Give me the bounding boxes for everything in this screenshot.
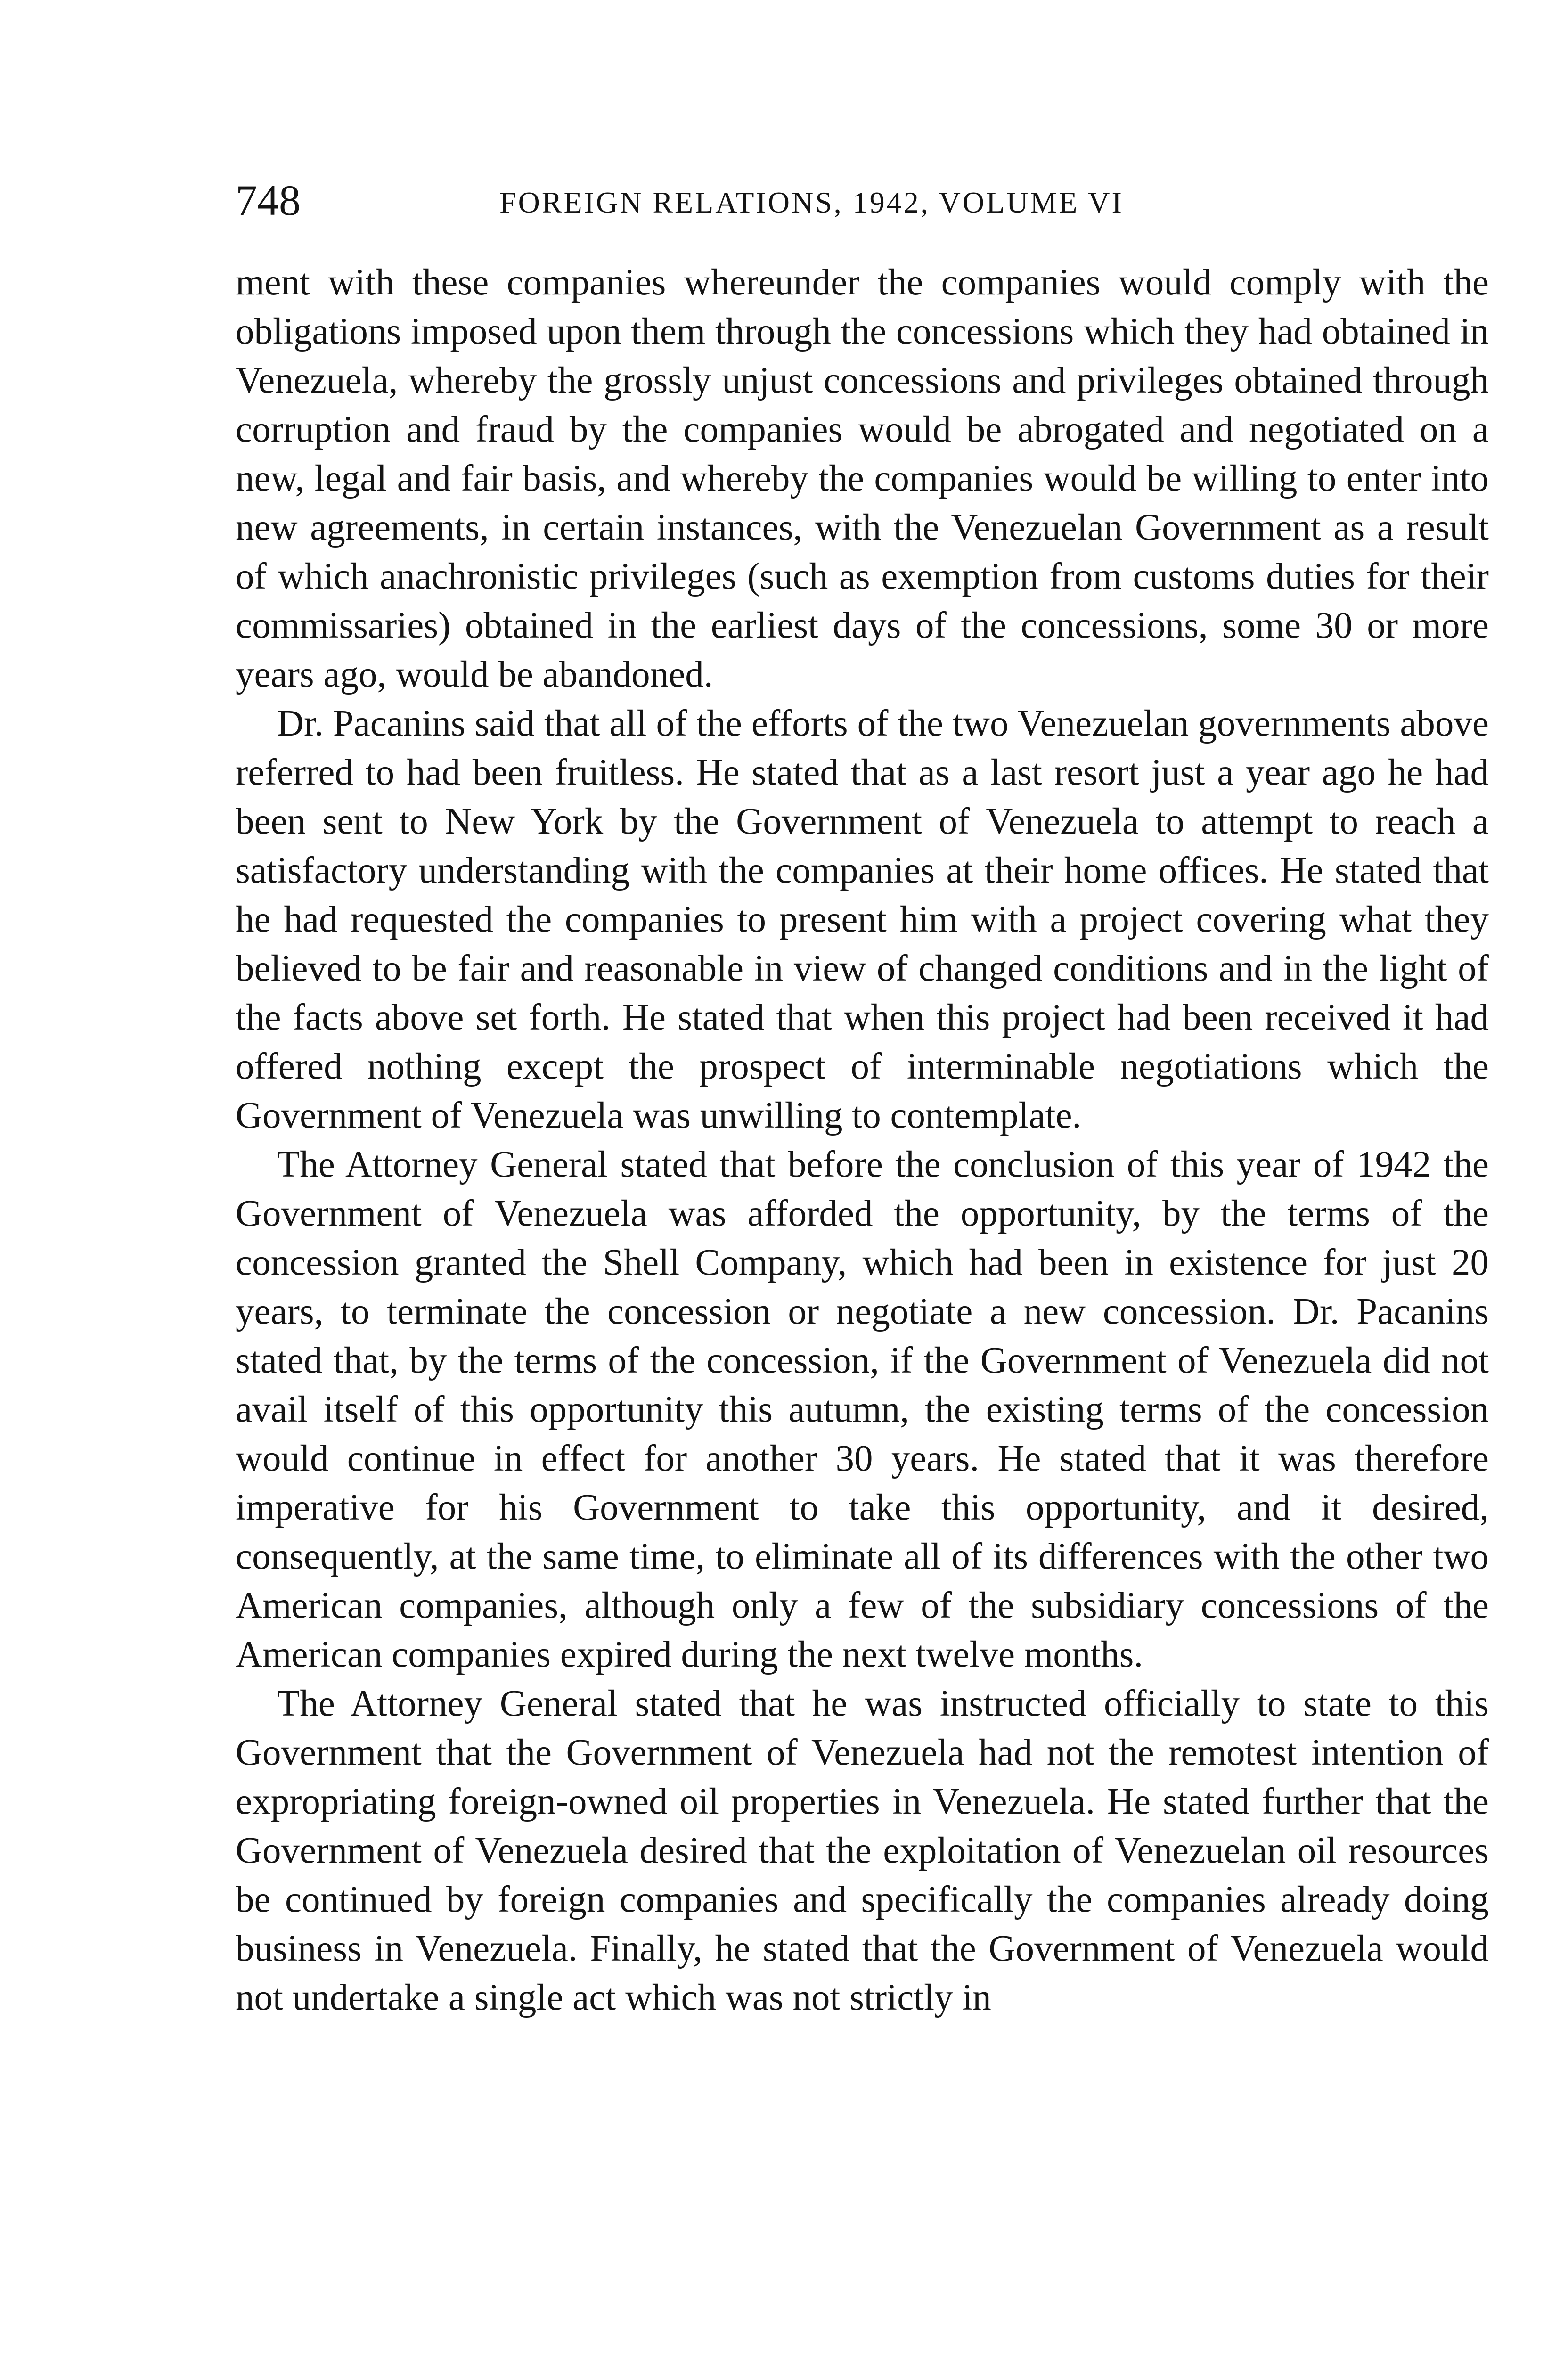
paragraph-shell-concession: The Attorney General stated that before the conclusion of this year of 1942 the Government of Venezuela was afforded the opportunity, by the terms of the concession granted the Shell Company, which had been in existence for just 20 years, to terminate the concession or negotiate a new concession. Dr. Pacanins stated that, by the terms of the concession, if the Government of Venezuela did not avail itself of this opportunity this autumn, the existing terms of the concession would continue in effect for another 30 years. He stated that it was therefore imperative for his Government to take this opportunity, and it desired, consequently, at the same time, to eliminate all of its differences with the other two American companies, although only a few of the subsidiary concessions of the American companies expired during the next twelve months. <box>236 1144 1489 1675</box>
paragraph-no-expropriation: The Attorney General stated that he was instructed officially to state to this Government that the Government of Venezuela had not the remotest intention of expropriating foreign-owned oil properties in Venezuela. He stated further that the Government of Venezuela desired that the exploitation of Venezuelan oil resources be continued by foreign companies and specifically the companies already doing business in Venezuela. Finally, he stated that the Government of Venezuela would not undertake a single act which was not strictly in <box>236 1683 1489 2018</box>
paragraph-continuation: ment with these companies whereunder the companies would comply with the obligations imposed upon them through the concessions which they had obtained in Venezuela, whereby the grossly unjust concessions and privileges obtained through corruption and fraud by the companies would be abrogated and negotiated on a new, legal and fair basis, and whereby the companies would be willing to enter into new agreements, in certain instances, with the Venezuelan Government as a result of which anachronistic privileges (such as exemption from customs duties for their commissaries) obtained in the earliest days of the concessions, some 30 or more years ago, would be abandoned. <box>236 262 1489 695</box>
page-number: 748 <box>236 176 301 224</box>
paragraph-pacanins-efforts: Dr. Pacanins said that all of the efforts of the two Venezuelan governments above referred to had been fruitless. He stated that as a last resort just a year ago he had been sent to New York by the Government of Venezuela to attempt to reach a satisfactory understanding with the companies at their home offices. He stated that he had requested the companies to present him with a project covering what they believed to be fair and reasonable in view of changed conditions and in the light of the facts above set forth. He stated that when this project had been received it had offered nothing except the prospect of interminable negotiations which the Government of Venezuela was unwilling to contemplate. <box>236 703 1489 1136</box>
running-head <box>236 174 1333 226</box>
running-title: FOREIGN RELATIONS, 1942, VOLUME VI <box>499 186 1124 219</box>
body-text <box>236 258 1489 2022</box>
